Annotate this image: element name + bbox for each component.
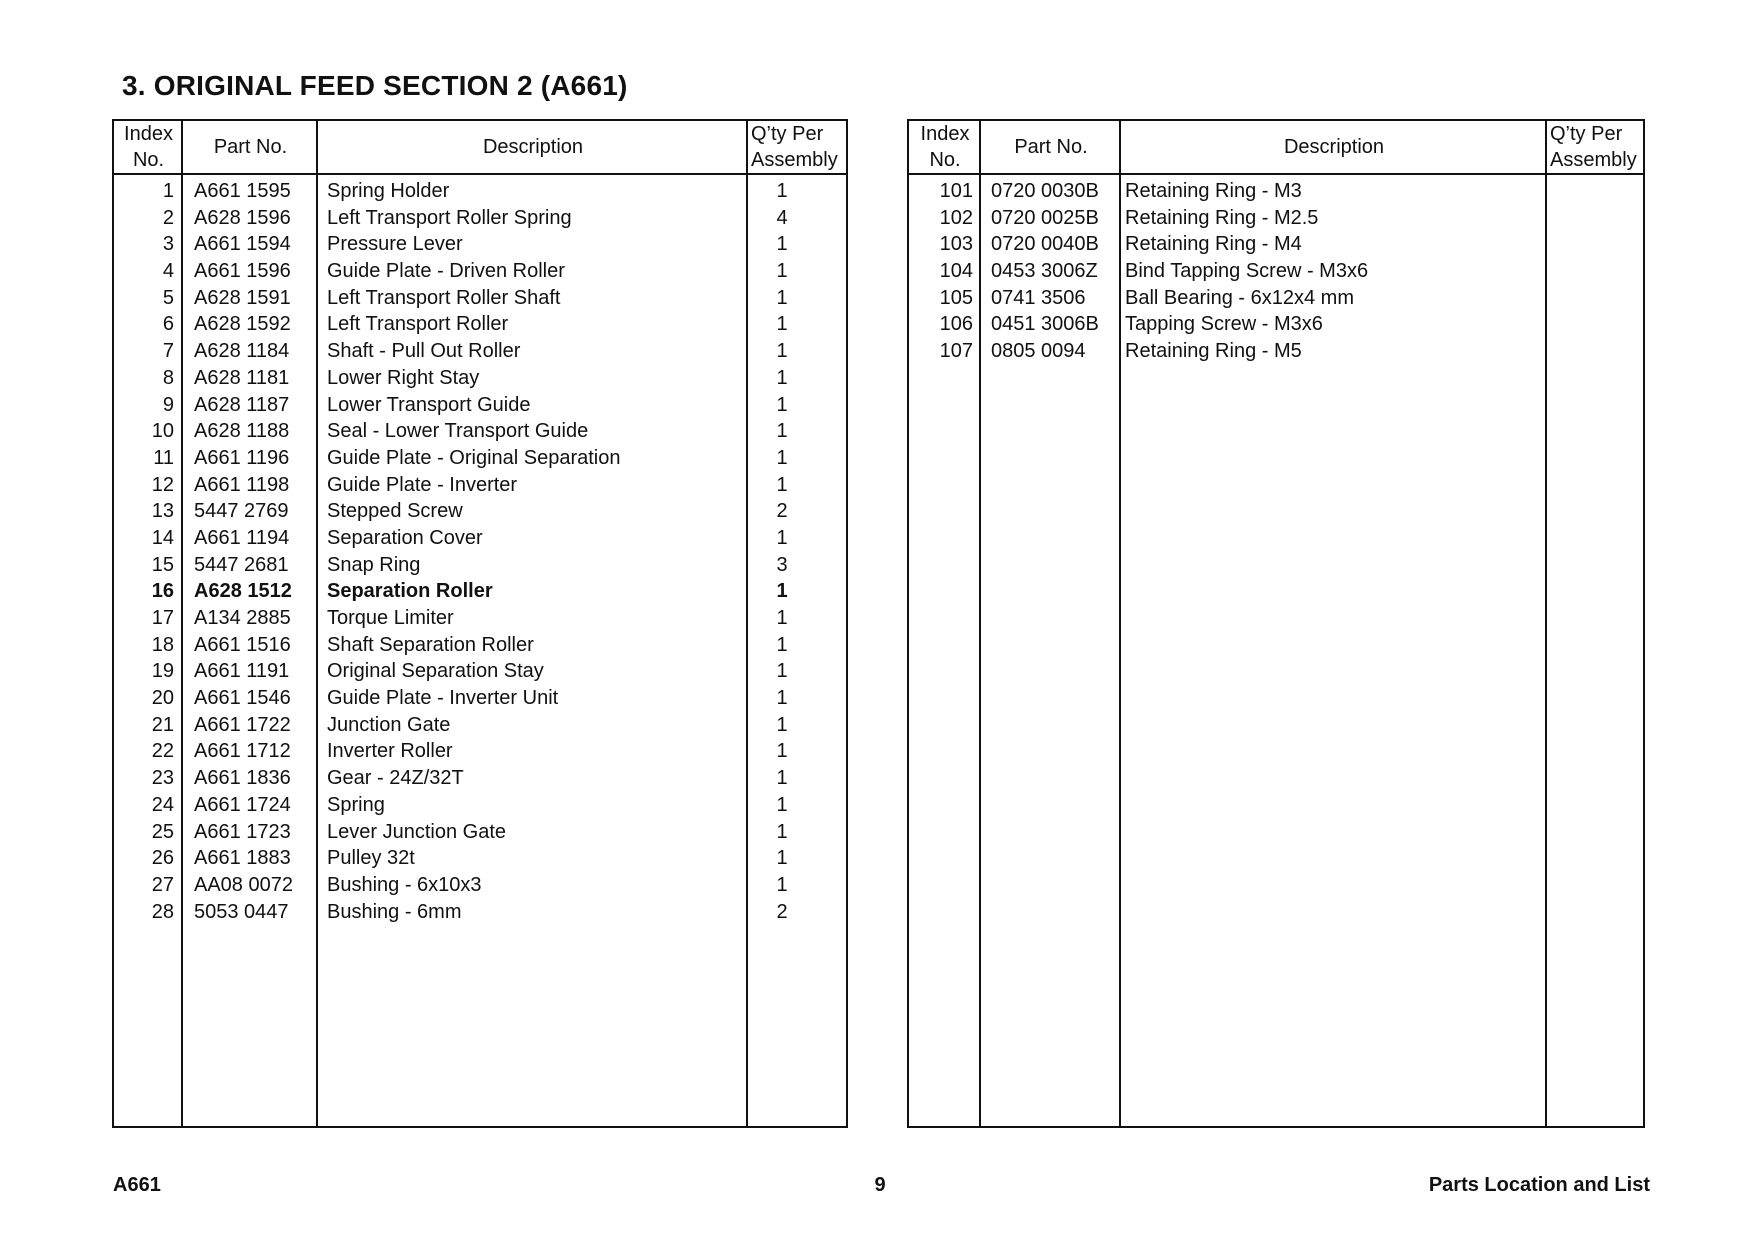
cell-qty: 1	[776, 260, 788, 283]
cell-part-no: A628 1181	[194, 366, 290, 389]
table-row	[114, 258, 846, 285]
cell-part-no: A661 1546	[194, 687, 291, 710]
cell-index: 103	[939, 233, 973, 256]
header-qty: Q’ty Per Assembly	[751, 123, 838, 171]
cell-description: Left Transport Roller	[327, 313, 509, 336]
cell-qty: 1	[776, 713, 788, 736]
cell-part-no: 0453 3006Z	[991, 260, 1098, 283]
cell-index: 104	[939, 260, 973, 283]
cell-index: 16	[151, 580, 174, 603]
cell-index: 8	[162, 366, 174, 389]
table-row	[114, 765, 846, 792]
cell-part-no: 5447 2681	[194, 553, 289, 576]
table-row	[114, 392, 846, 419]
cell-index: 17	[151, 607, 174, 629]
table-row	[114, 578, 846, 605]
table-row	[114, 632, 846, 659]
cell-part-no: A134 2885	[194, 607, 291, 629]
table-row	[114, 552, 846, 579]
table-row	[114, 872, 846, 899]
footer-model: A661	[113, 1174, 161, 1196]
cell-description: Guide Plate - Driven Roller	[327, 260, 565, 283]
header-part-no: Part No.	[213, 136, 288, 158]
cell-description: Pressure Lever	[327, 233, 463, 256]
cell-index: 27	[151, 873, 174, 896]
cell-index: 19	[151, 660, 174, 683]
cell-qty: 1	[776, 847, 788, 870]
cell-description: Shaft Separation Roller	[327, 633, 534, 656]
cell-index: 12	[151, 473, 174, 496]
cell-part-no: 0451 3006B	[991, 313, 1099, 336]
cell-part-no: A628 1596	[194, 206, 291, 229]
header-description: Description	[482, 136, 584, 158]
table-body	[114, 178, 846, 925]
cell-qty: 1	[776, 526, 788, 549]
table-row	[114, 285, 846, 312]
table-row	[114, 845, 846, 872]
cell-description: Bind Tapping Screw - M3x6	[1125, 260, 1369, 283]
cell-index: 25	[151, 820, 174, 843]
cell-qty: 2	[776, 500, 788, 523]
cell-description: Lower Right Stay	[327, 366, 480, 389]
cell-part-no: A661 1594	[194, 233, 291, 256]
table-row	[114, 685, 846, 712]
table-row	[114, 792, 846, 819]
table-row	[909, 311, 1643, 338]
cell-index: 21	[151, 713, 174, 736]
table-row	[114, 819, 846, 846]
table-row	[114, 205, 846, 232]
page-title: 3. ORIGINAL FEED SECTION 2 (A661)	[122, 70, 628, 101]
cell-qty: 4	[776, 206, 788, 229]
cell-index: 24	[151, 793, 174, 816]
cell-index: 2	[162, 206, 174, 229]
cell-index: 10	[151, 420, 174, 443]
table-row	[114, 899, 846, 926]
table-row	[114, 178, 846, 205]
cell-part-no: A661 1883	[194, 847, 291, 870]
cell-qty: 1	[776, 473, 788, 496]
cell-description: Gear - 24Z/32T	[327, 767, 464, 790]
header-index: Index No.	[920, 123, 970, 171]
cell-description: Spring	[327, 793, 385, 816]
cell-part-no: A628 1188	[194, 420, 290, 443]
table-row	[114, 738, 846, 765]
cell-description: Lever Junction Gate	[327, 820, 506, 843]
cell-part-no: A661 1723	[194, 820, 291, 843]
cell-description: Bushing - 6x10x3	[327, 873, 482, 896]
cell-qty: 1	[776, 820, 788, 843]
cell-index: 102	[939, 206, 973, 229]
cell-index: 15	[151, 553, 174, 576]
cell-description: Original Separation Stay	[327, 660, 544, 683]
cell-index: 23	[151, 767, 174, 790]
cell-index: 6	[162, 313, 174, 336]
cell-qty: 1	[776, 607, 788, 629]
table-row	[114, 712, 846, 739]
cell-part-no: A661 1836	[194, 767, 291, 790]
footer-section-title: Parts Location and List	[1428, 1174, 1650, 1196]
cell-index: 26	[151, 847, 174, 870]
cell-index: 14	[151, 526, 174, 549]
cell-description: Separation Cover	[327, 526, 483, 549]
cell-qty: 1	[776, 393, 788, 416]
table-row	[114, 525, 846, 552]
table-row	[909, 258, 1643, 285]
cell-qty: 1	[776, 740, 788, 763]
cell-qty: 1	[776, 233, 788, 256]
cell-index: 105	[939, 286, 973, 309]
cell-part-no: 0805 0094	[991, 340, 1086, 363]
table-header	[114, 121, 846, 175]
cell-qty: 3	[776, 553, 788, 576]
table-row	[114, 658, 846, 685]
cell-qty: 1	[776, 687, 788, 710]
cell-index: 9	[162, 393, 174, 416]
cell-index: 1	[162, 180, 174, 202]
cell-description: Guide Plate - Original Separation	[327, 446, 621, 469]
cell-qty: 1	[776, 793, 788, 816]
cell-description: Left Transport Roller Shaft	[327, 286, 561, 309]
header-part-no: Part No.	[1014, 136, 1088, 158]
cell-qty: 1	[776, 286, 788, 309]
cell-description: Pulley 32t	[327, 847, 415, 870]
cell-qty: 1	[776, 420, 788, 443]
cell-part-no: 0720 0025B	[991, 206, 1099, 229]
cell-part-no: A661 1194	[194, 526, 290, 549]
table-row	[909, 178, 1643, 205]
cell-part-no: 0720 0040B	[991, 233, 1099, 256]
cell-qty: 1	[776, 633, 788, 656]
table-row	[114, 231, 846, 258]
cell-description: Seal - Lower Transport Guide	[327, 420, 589, 443]
cell-index: 20	[151, 687, 174, 710]
cell-index: 13	[151, 500, 174, 523]
cell-description: Lower Transport Guide	[327, 393, 531, 416]
cell-description: Tapping Screw - M3x6	[1125, 313, 1323, 336]
cell-index: 107	[939, 340, 973, 363]
cell-part-no: A628 1592	[194, 313, 291, 336]
cell-part-no: A661 1724	[194, 793, 291, 816]
cell-part-no: AA08 0072	[194, 873, 293, 896]
cell-qty: 1	[776, 313, 788, 336]
cell-index: 22	[151, 740, 174, 763]
header-qty: Q’ty Per Assembly	[1550, 123, 1637, 171]
cell-qty: 1	[776, 873, 788, 896]
table-row	[909, 205, 1643, 232]
table-row	[909, 285, 1643, 312]
cell-description: Separation Roller	[327, 580, 493, 603]
cell-qty: 1	[776, 180, 788, 202]
table-row	[114, 311, 846, 338]
cell-part-no: A628 1184	[194, 340, 290, 363]
cell-part-no: A661 1712	[194, 740, 291, 763]
cell-part-no: A628 1512	[194, 580, 292, 603]
cell-index: 7	[162, 340, 174, 363]
cell-description: Retaining Ring - M3	[1125, 180, 1302, 202]
cell-part-no: A628 1187	[194, 393, 290, 416]
table-header	[909, 121, 1643, 175]
cell-qty: 1	[776, 767, 788, 790]
cell-index: 5	[162, 286, 174, 309]
cell-description: Guide Plate - Inverter Unit	[327, 687, 559, 710]
cell-description: Retaining Ring - M2.5	[1125, 206, 1319, 229]
table-row	[909, 338, 1643, 365]
cell-qty: 1	[776, 660, 788, 683]
cell-index: 4	[162, 260, 174, 283]
table-row	[114, 338, 846, 365]
cell-part-no: A661 1595	[194, 180, 291, 202]
cell-description: Torque Limiter	[327, 607, 454, 629]
parts-table-right	[907, 119, 1645, 1128]
header-index: Index No.	[124, 123, 173, 171]
cell-index: 28	[151, 900, 174, 923]
cell-qty: 2	[776, 900, 788, 923]
cell-description: Retaining Ring - M4	[1125, 233, 1302, 256]
table-row	[114, 418, 846, 445]
parts-table-left	[112, 119, 848, 1128]
cell-index: 18	[151, 633, 174, 656]
cell-part-no: A661 1516	[194, 633, 291, 656]
table-row	[114, 472, 846, 499]
cell-description: Inverter Roller	[327, 740, 453, 763]
cell-qty: 1	[776, 580, 788, 603]
cell-part-no: 5447 2769	[194, 500, 289, 523]
table-row	[114, 365, 846, 392]
cell-index: 101	[939, 180, 973, 202]
cell-description: Shaft - Pull Out Roller	[327, 340, 521, 363]
cell-qty: 1	[776, 366, 788, 389]
cell-part-no: 5053 0447	[194, 900, 289, 923]
header-description: Description	[1283, 136, 1385, 158]
table-row	[114, 605, 846, 632]
table-row	[114, 445, 846, 472]
cell-part-no: A661 1596	[194, 260, 291, 283]
cell-description: Guide Plate - Inverter	[327, 473, 518, 496]
cell-index: 11	[153, 446, 174, 469]
cell-description: Spring Holder	[327, 180, 450, 202]
cell-description: Junction Gate	[327, 713, 451, 736]
page-number: 9	[874, 1174, 886, 1196]
cell-description: Retaining Ring - M5	[1125, 340, 1302, 363]
cell-part-no: 0720 0030B	[991, 180, 1099, 202]
cell-description: Bushing - 6mm	[327, 900, 462, 923]
cell-part-no: A661 1198	[194, 473, 290, 496]
cell-description: Left Transport Roller Spring	[327, 206, 572, 229]
cell-qty: 1	[776, 340, 788, 363]
cell-part-no: 0741 3506	[991, 286, 1086, 309]
cell-part-no: A661 1722	[194, 713, 291, 736]
table-row	[909, 231, 1643, 258]
cell-index: 3	[162, 233, 174, 256]
cell-description: Stepped Screw	[327, 500, 463, 523]
cell-part-no: A661 1191	[194, 660, 290, 683]
table-row	[114, 498, 846, 525]
cell-description: Ball Bearing - 6x12x4 mm	[1125, 286, 1354, 309]
cell-part-no: A628 1591	[194, 286, 291, 309]
cell-qty: 1	[776, 446, 788, 469]
cell-index: 106	[939, 313, 973, 336]
cell-description: Snap Ring	[327, 553, 421, 576]
table-body	[909, 178, 1643, 365]
cell-part-no: A661 1196	[194, 446, 290, 469]
